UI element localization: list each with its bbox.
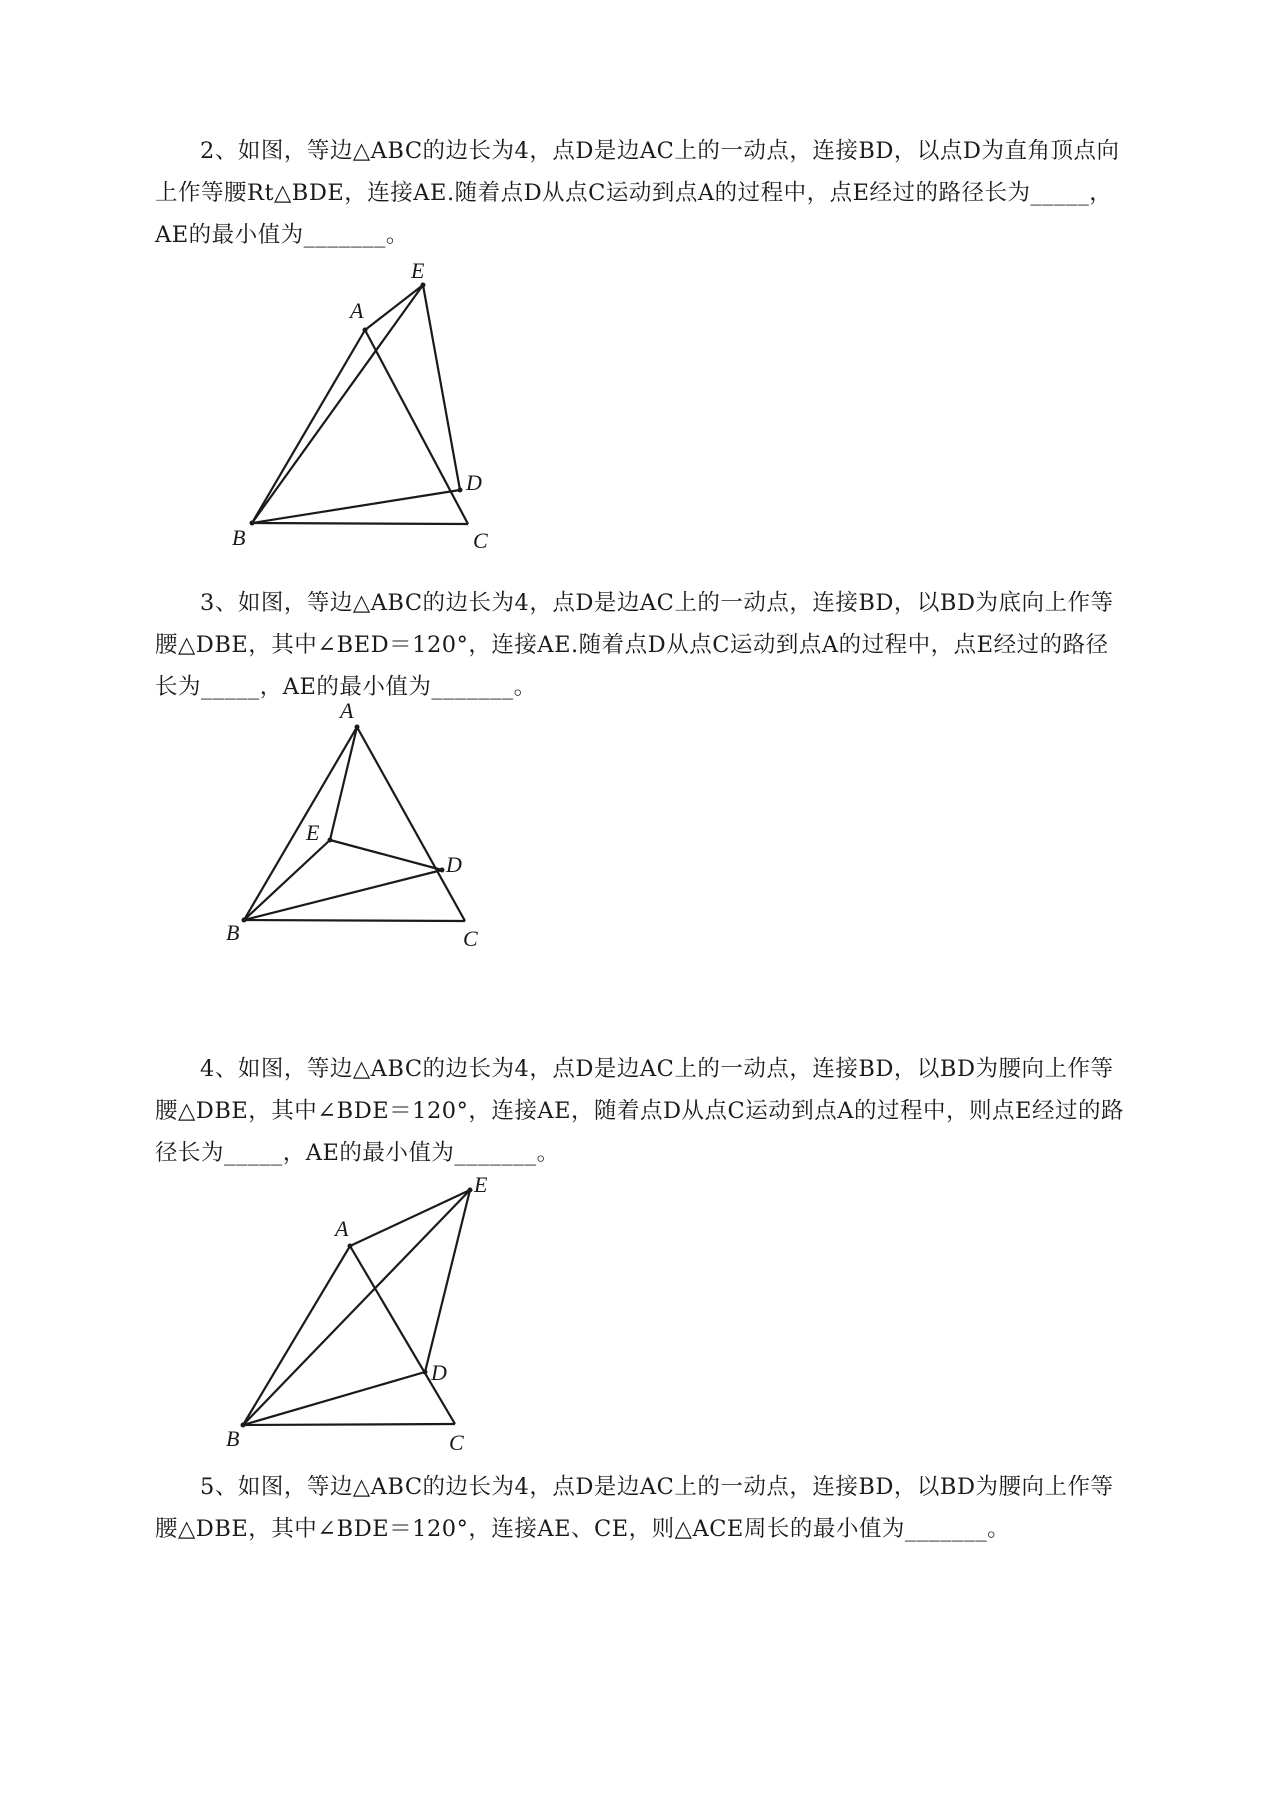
problem-2-text: 2、如图，等边△ABC的边长为4，点D是边AC上的一动点，连接BD，以点D为直角顶点向上作等腰Rt△BDE，连接AE.随着点D从点C运动到点A的过程中，点E经过的路径长为_____，AE的最小值为_______。 bbox=[155, 138, 1120, 248]
segment-de bbox=[425, 1190, 470, 1372]
segment-ae bbox=[350, 1190, 470, 1246]
label-e: E bbox=[474, 1172, 488, 1197]
segment-bc bbox=[243, 1424, 455, 1425]
label-c: C bbox=[463, 926, 478, 951]
label-b: B bbox=[226, 1426, 240, 1451]
label-e: E bbox=[306, 820, 320, 845]
problem-3-text: 3、如图，等边△ABC的边长为4，点D是边AC上的一动点，连接BD，以BD为底向上作等腰△DBE，其中∠BED＝120°，连接AE.随着点D从点C运动到点A的过程中，点E经过的路径长为_____，AE的最小值为_______。 bbox=[155, 590, 1114, 700]
label-b: B bbox=[226, 920, 240, 945]
label-a: A bbox=[335, 1216, 349, 1241]
label-c: C bbox=[473, 528, 488, 553]
problem-4-text: 4、如图，等边△ABC的边长为4，点D是边AC上的一动点，连接BD，以BD为腰向上作等腰△DBE，其中∠BDE＝120°，连接AE，随着点D从点C运动到点A的过程中，则点E经过的路径长为_____，AE的最小值为_______。 bbox=[155, 1056, 1124, 1166]
problem-5-text: 5、如图，等边△ABC的边长为4，点D是边AC上的一动点，连接BD，以BD为腰向上作等腰△DBE，其中∠BDE＝120°，连接AE、CE，则△ACE周长的最小值为_______。 bbox=[155, 1474, 1114, 1542]
label-a: A bbox=[350, 298, 364, 323]
label-d: D bbox=[431, 1360, 447, 1385]
label-d: D bbox=[446, 852, 462, 877]
segment-ac bbox=[350, 1246, 455, 1424]
label-d: D bbox=[466, 470, 482, 495]
label-a: A bbox=[340, 698, 354, 723]
label-b: B bbox=[232, 525, 246, 550]
label-e: E bbox=[411, 258, 425, 283]
label-c: C bbox=[449, 1430, 464, 1455]
